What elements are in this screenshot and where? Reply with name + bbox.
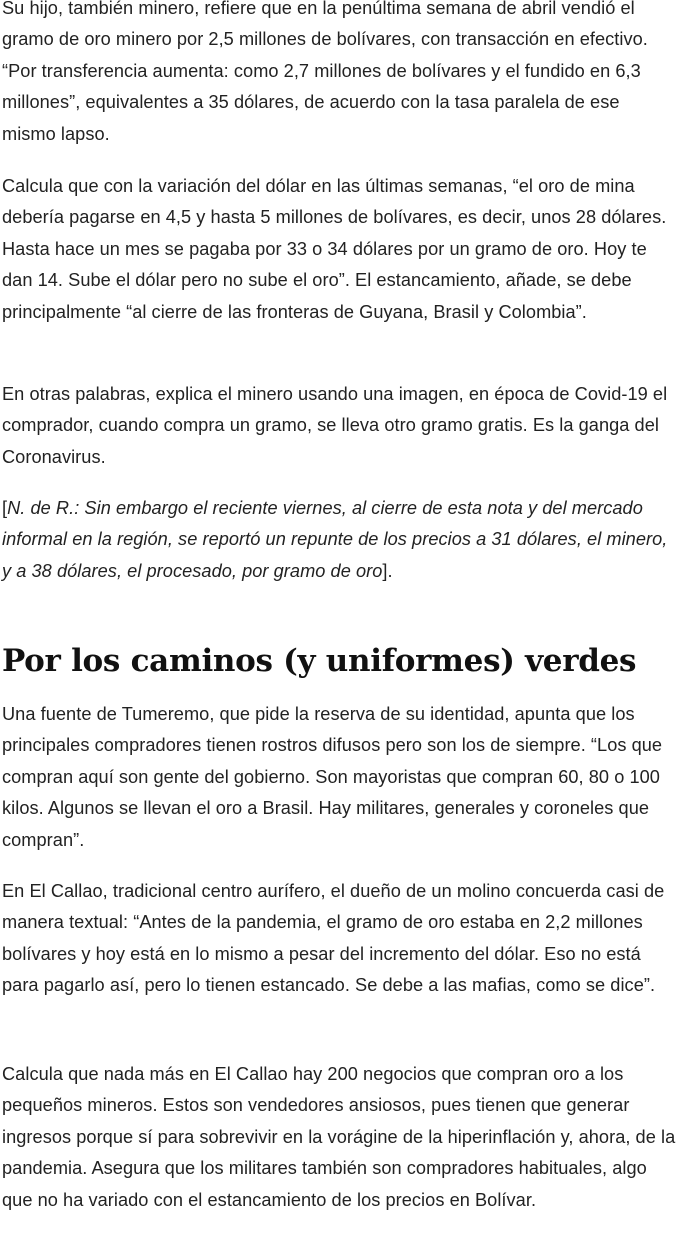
editor-note-open-bracket: [	[2, 498, 8, 518]
paragraph-coronavirus-bargain: En otras palabras, explica el minero usando una imagen, en época de Covid-19 el comprador, cuando compra un gramo, se lleva otro gramo gratis. Es la ganga del Coronavirus.	[2, 384, 668, 467]
paragraph-editor-note	[2, 493, 676, 587]
paragraph-el-callao-businesses: Calcula que nada más en El Callao hay 200 negocios que compran oro a los pequeños mineros. Estos son vendedores ansiosos, pues tienen que generar ingresos porque sí para sobrevivir en la vorágine de la hiperinflación y, ahora, de la pandemia. Asegura que los militares también son compradores habituales, algo que no ha variado con el estancamiento de los precios en Bolívar.	[2, 1064, 676, 1210]
section-heading: Por los caminos (y uniformes) verdes	[2, 643, 637, 679]
paragraph-dollar-variation: Calcula que con la variación del dólar en las últimas semanas, “el oro de mina debería pagarse en 4,5 y hasta 5 millones de bolívares, es decir, unos 28 dólares. Hasta hace un mes se pagaba por 33 o 34 dólares por un gramo de oro. Hoy te dan 14. Sube el dólar pero no sube el oro”. El estancamiento, añade, se debe principalmente “al cierre de las fronteras de Guyana, Brasil y Colombia”.	[2, 176, 667, 322]
paragraph-gold-sale-price: Su hijo, también minero, refiere que en la penúltima semana de abril vendió el gramo de oro minero por 2,5 millones de bolívares, con transacción en efectivo. “Por transferencia aumenta: como 2,7 millones de bolívares y el fundido en 6,3 millones”, equivalentes a 35 dólares, de acuerdo con la tasa paralela de ese mismo lapso.	[2, 0, 648, 144]
paragraph-tumeremo-source: Una fuente de Tumeremo, que pide la reserva de su identidad, apunta que los principales compradores tienen rostros difusos pero son los de siempre. “Los que compran aquí son gente del gobierno. Son mayoristas que compran 60, 80 o 100 kilos. Algunos se llevan el oro a Brasil. Hay militares, generales y coroneles que compran”.	[2, 704, 663, 850]
editor-note-close-bracket: ].	[382, 560, 393, 581]
paragraph-el-callao-mill: En El Callao, tradicional centro aurífero, el dueño de un molino concuerda casi de manera textual: “Antes de la pandemia, el gramo de oro estaba en 2,2 millones bolívares y hoy está en lo mismo a pesar del incremento del dólar. Eso no está para pagarlo así, pero lo tienen estancado. Se debe a las mafias, como se dice”.	[2, 881, 665, 996]
editor-note-text: N. de R.: Sin embargo el reciente viernes, al cierre de esta nota y del mercado informal en la región, se reportó un repunte de los precios a 31 dólares, el minero, y a 38 dólares, el procesado, por gramo de oro	[2, 498, 668, 581]
